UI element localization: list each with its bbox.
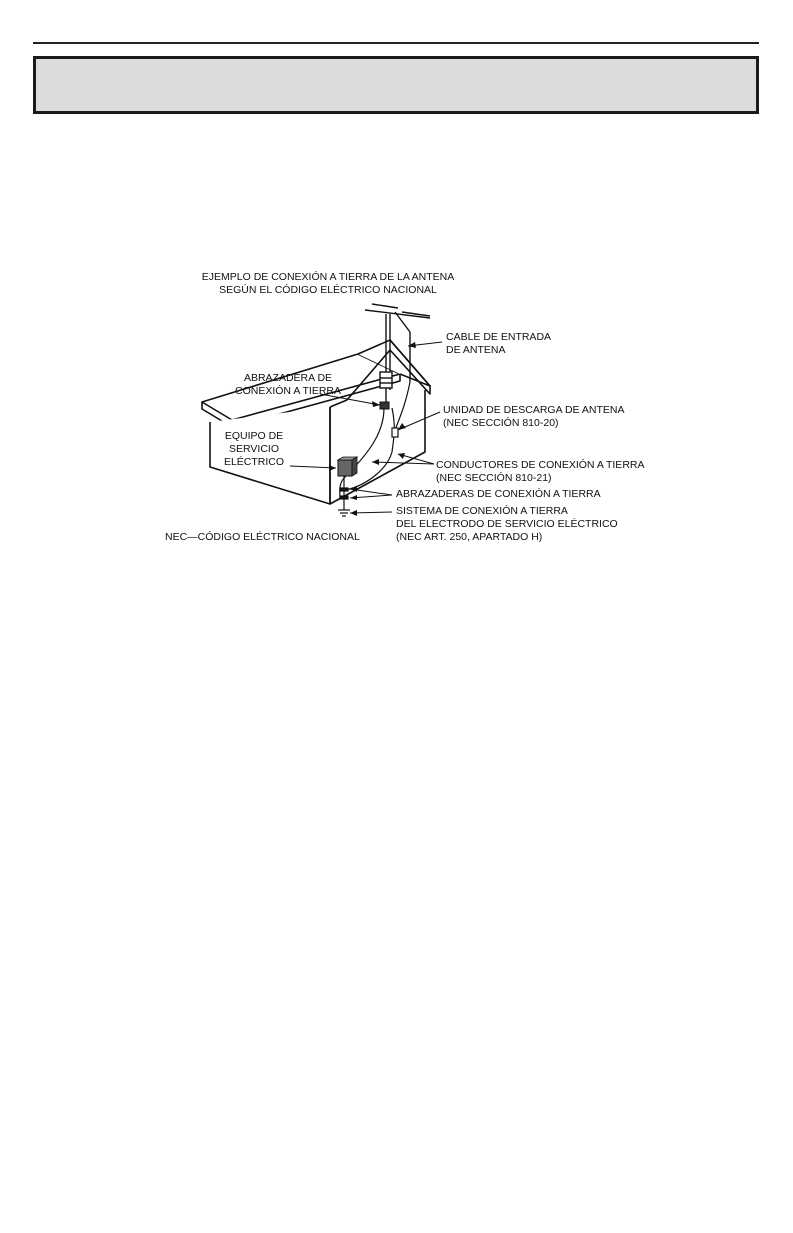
ground-rod bbox=[338, 476, 350, 516]
label-conductores-2: (NEC SECCIÓN 810-21) bbox=[436, 472, 552, 484]
label-conductores-1: CONDUCTORES DE CONEXIÓN A TIERRA bbox=[436, 459, 645, 471]
label-equipo-1: EQUIPO DE bbox=[224, 430, 284, 442]
label-abrazadera-1: ABRAZADERA DE bbox=[243, 372, 333, 384]
label-sistema-3: (NEC ART. 250, APARTADO H) bbox=[396, 531, 543, 543]
label-unidad-descarga-2: (NEC SECCIÓN 810-20) bbox=[443, 417, 559, 429]
label-equipo-2: SERVICIO bbox=[229, 443, 279, 455]
label-sistema-2: DEL ELECTRODO DE SERVICIO ELÉCTRICO bbox=[396, 518, 618, 530]
label-cable-entrada-2: DE ANTENA bbox=[446, 344, 506, 356]
label-sistema-1: SISTEMA DE CONEXIÓN A TIERRA bbox=[396, 505, 568, 517]
diagram-title-line2: SEGÚN EL CÓDIGO ELÉCTRICO NACIONAL bbox=[219, 284, 437, 296]
antenna-grounding-diagram bbox=[140, 262, 660, 552]
label-cable-entrada-1: CABLE DE ENTRADA bbox=[446, 331, 552, 343]
mast-grounding-clamp bbox=[380, 402, 389, 409]
label-nec: NEC—CÓDIGO ELÉCTRICO NACIONAL bbox=[165, 531, 360, 543]
top-rule bbox=[33, 42, 759, 44]
label-unidad-descarga-1: UNIDAD DE DESCARGA DE ANTENA bbox=[443, 404, 625, 416]
label-equipo-3: ELÉCTRICO bbox=[223, 456, 285, 468]
label-abrazadera-2: CONEXIÓN A TIERRA bbox=[235, 385, 341, 397]
antenna-discharge-unit bbox=[392, 428, 398, 437]
diagram-title-line1: EJEMPLO DE CONEXIÓN A TIERRA DE LA ANTENA bbox=[201, 271, 455, 283]
label-abrazaderas: ABRAZADERAS DE CONEXIÓN A TIERRA bbox=[396, 488, 601, 500]
electric-service-box bbox=[338, 457, 357, 476]
section-header-box bbox=[33, 56, 759, 114]
